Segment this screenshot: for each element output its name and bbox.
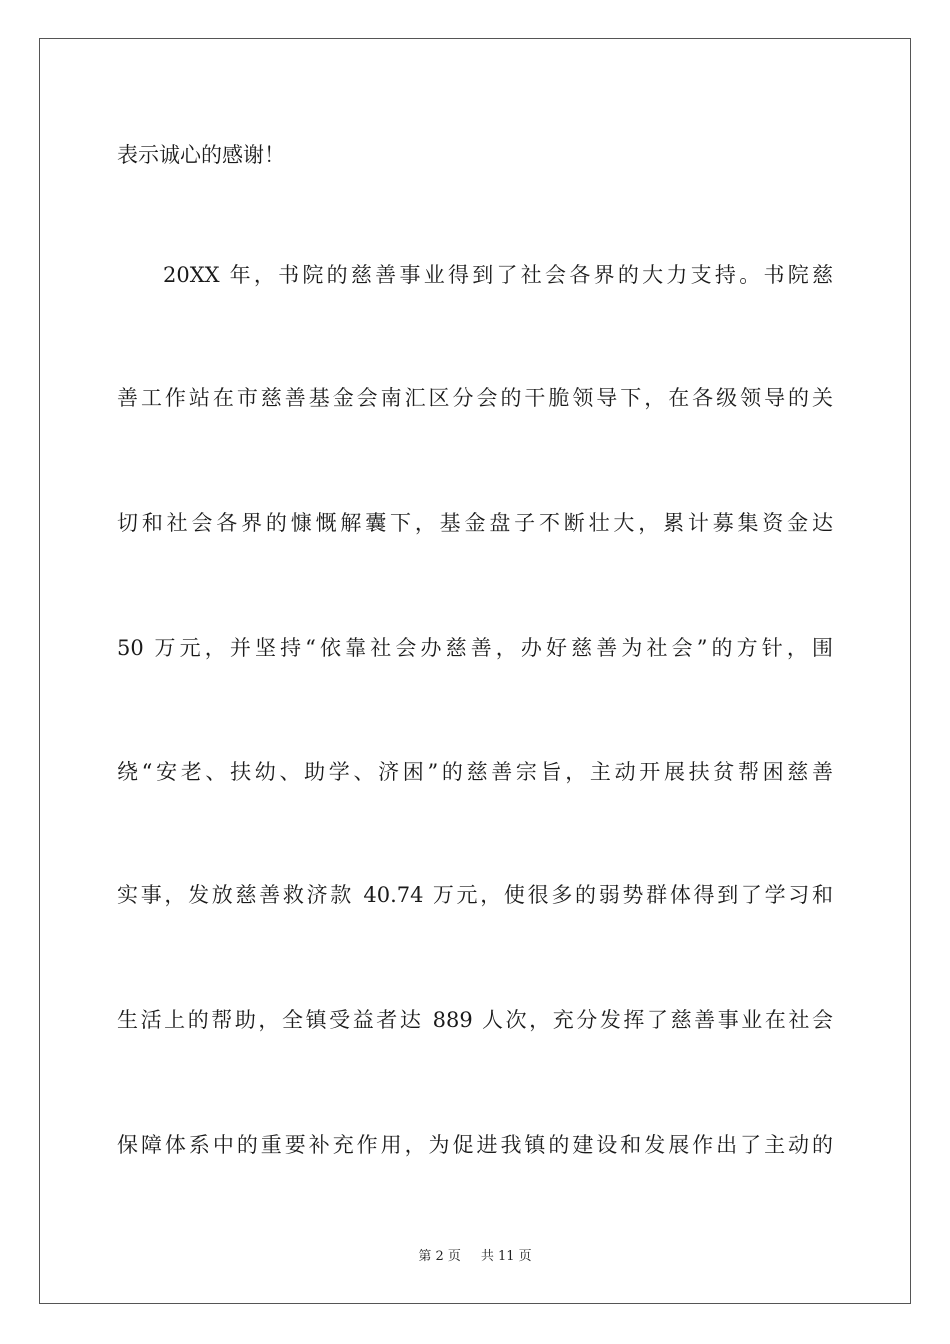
page-frame	[39, 38, 911, 1304]
text-line: 实事，发放慈善救济款 40.74 万元，使很多的弱势群体得到了学习和	[117, 883, 833, 907]
page-number-total: 共 11 页	[480, 1249, 532, 1264]
text-line: 20XX 年，书院的慈善事业得到了社会各界的大力支持。书院慈	[163, 263, 833, 287]
text-line: 切和社会各界的慷慨解囊下，基金盘子不断壮大，累计募集资金达	[117, 511, 833, 535]
text-line: 生活上的帮助，全镇受益者达 889 人次，充分发挥了慈善事业在社会	[117, 1008, 833, 1032]
text-line: 善工作站在市慈善基金会南汇区分会的干脆领导下，在各级领导的关	[117, 386, 833, 410]
page-number-current: 第 2 页	[418, 1249, 461, 1264]
text-line: 表示诚心的感谢！	[117, 143, 285, 167]
text-line: 50 万元，并坚持“依靠社会办慈善，办好慈善为社会”的方针，围	[117, 636, 833, 660]
page-footer	[0, 1248, 950, 1266]
text-line: 绕“安老、扶幼、助学、济困”的慈善宗旨，主动开展扶贫帮困慈善	[117, 760, 833, 784]
text-line: 保障体系中的重要补充作用，为促进我镇的建设和发展作出了主动的	[117, 1133, 833, 1157]
